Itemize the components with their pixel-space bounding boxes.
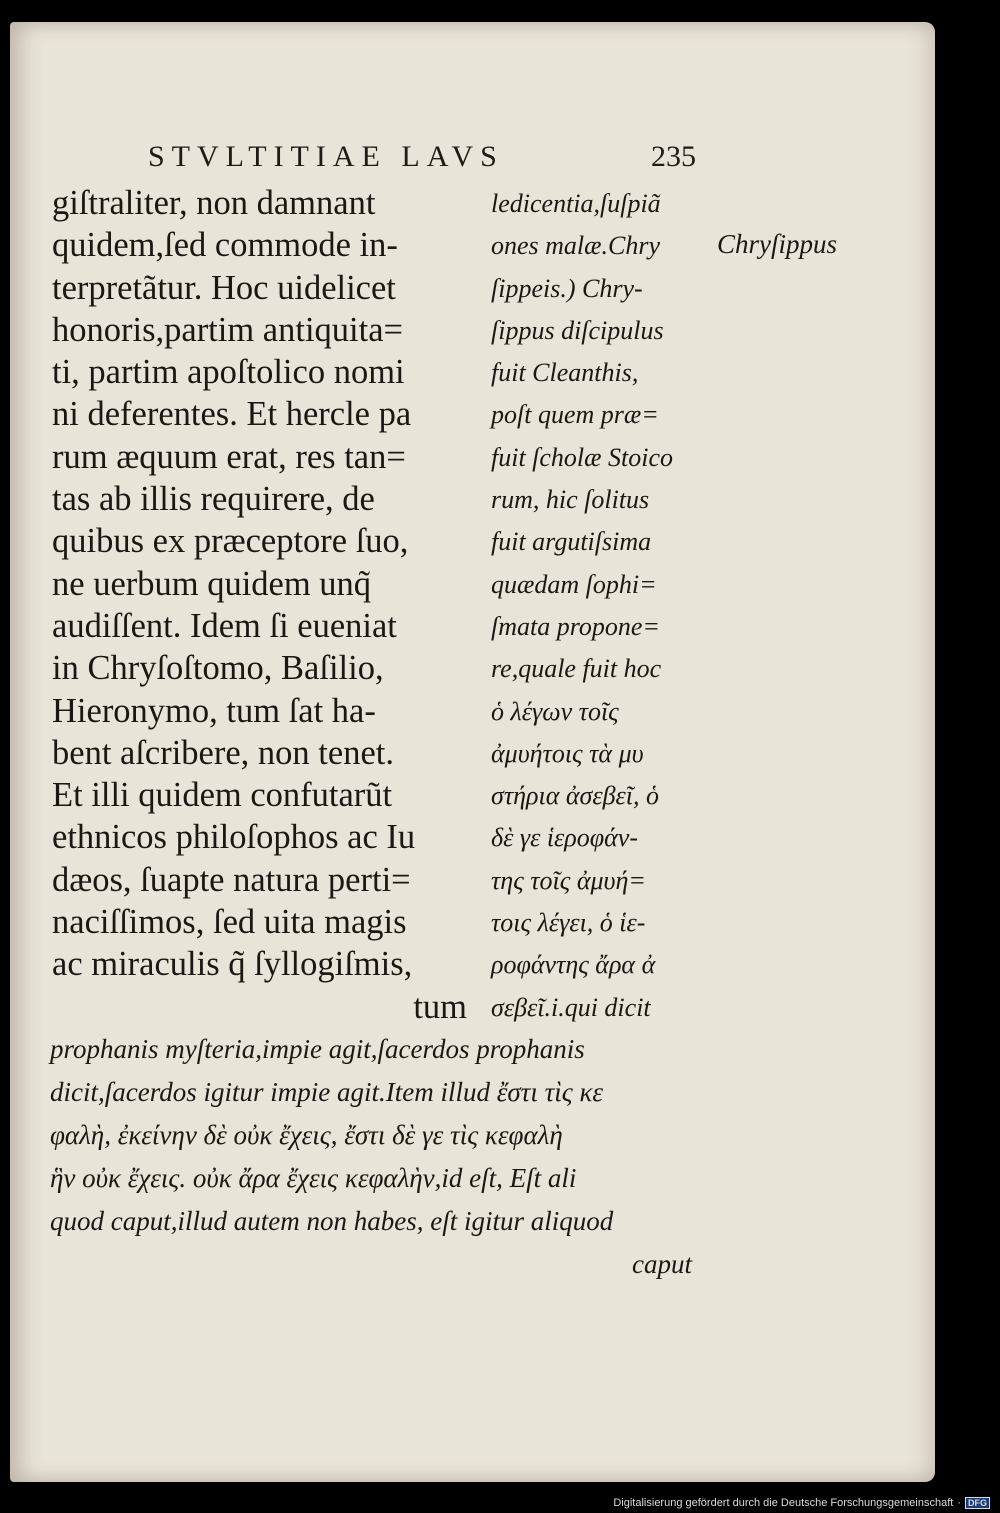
main-line: dæos, ſuapte natura perti= [52,860,411,899]
commentary-line: ροφάντης ἄρα ἀ [491,950,656,980]
commentary-line: ſippeis.) Chry- [491,273,643,303]
full-width-commentary [50,1028,692,1286]
commentary-line: στήρια ἀσεβεῖ, ὁ [491,781,660,811]
commentary-line: ſippus diſcipulus [491,315,664,345]
main-line: Hieronymo, tum ſat ha- [52,691,376,730]
commentary-line: της τοῖς ἀμυή= [491,865,646,895]
credit-text: Digitalisierung gefördert durch die Deutsche Forschungsgemeinschaft [613,1497,954,1509]
commentary-line: τοις λέγει, ὁ ἱε- [491,908,646,938]
main-line: rum æquum erat, res tan= [52,437,406,476]
main-line: ni deferentes. Et hercle pa [52,395,412,434]
main-line: audiſſent. Idem ſi eueniat [52,606,397,645]
commentary-line: fuit argutiſsima [491,527,652,557]
full-width-line: ἣν οὐκ ἔχεις. οὐκ ἄρα ἔχεις κεφαλὴν,id eſt, Eſt ali [50,1163,577,1193]
main-line: quibus ex præceptore ſuo, [52,522,409,561]
main-line: ne uerbum quidem unq̃ [52,564,372,603]
margin-note: Chryſippus [717,229,838,259]
commentary-column [491,183,706,1029]
commentary-line: ὁ λέγων τοῖς [491,696,619,726]
main-line: tas ab illis requirere, de [52,480,375,519]
main-line: ti, partim apoſtolico nomi [52,353,405,392]
main-line: ethnicos philoſophos ac Iu [52,818,416,857]
full-width-line: dicit,ſacerdos igitur impie agit.Item illud ἔστι τὶς κε [50,1077,604,1107]
full-width-line: φαλὴ, ἐκείνην δὲ οὐκ ἔχεις, ἔστι δὲ γε τὶς κεφαλὴ [50,1120,563,1150]
commentary-line: fuit ſcholæ Stoico [491,442,673,472]
main-line: Et illi quidem confutarũt [52,776,393,815]
commentary-line: rum, hic ſolitus [491,485,650,515]
commentary-line: ſmata propone= [491,611,660,641]
commentary-line: σεβεῖ.i.qui dicit [491,992,651,1022]
page-number: 235 [651,140,696,173]
main-line: bent aſcribere, non tenet. [52,733,394,772]
main-line: terpretãtur. Hoc uidelicet [52,268,396,307]
main-line: honoris,partim antiquita= [52,310,403,349]
full-width-line: caput [632,1249,692,1279]
dfg-logo-icon: DFG [965,1497,990,1509]
main-line: ac miraculis q̃ ſyllogiſmis, [52,945,413,984]
main-line: naciſſimos, ſed uita magis [52,903,407,942]
digitization-credit: Digitalisierung gefördert durch die Deutsche Forschungsgemeinschaft · DFG [613,1497,990,1509]
main-line: in Chryſoſtomo, Baſilio, [52,649,384,688]
commentary-line: fuit Cleanthis, [491,358,639,388]
main-text-column [52,182,477,1028]
main-line: tum [413,987,467,1026]
commentary-line: δὲ γε ἱεροφάν- [491,823,638,853]
running-title: STVLTITIAE LAVS [148,140,504,173]
main-line: giſtraliter, non damnant [52,184,376,222]
commentary-line: poſt quem præ= [491,400,659,430]
main-line: quidem,ſed commode in- [52,226,398,265]
commentary-line: ledicentia,ſuſpiã [491,189,661,218]
commentary-line: ἀμυήτοις τὰ μυ [491,738,644,768]
commentary-line: ones malæ.Chry [491,231,660,261]
full-width-line: quod caput,illud autem non habes, eſt igitur aliquod [50,1206,614,1236]
commentary-line: re,quale fuit hoc [491,654,662,684]
full-width-line: prophanis myſteria,impie agit,ſacerdos prophanis [50,1034,585,1064]
commentary-line: quædam ſophi= [491,569,657,599]
